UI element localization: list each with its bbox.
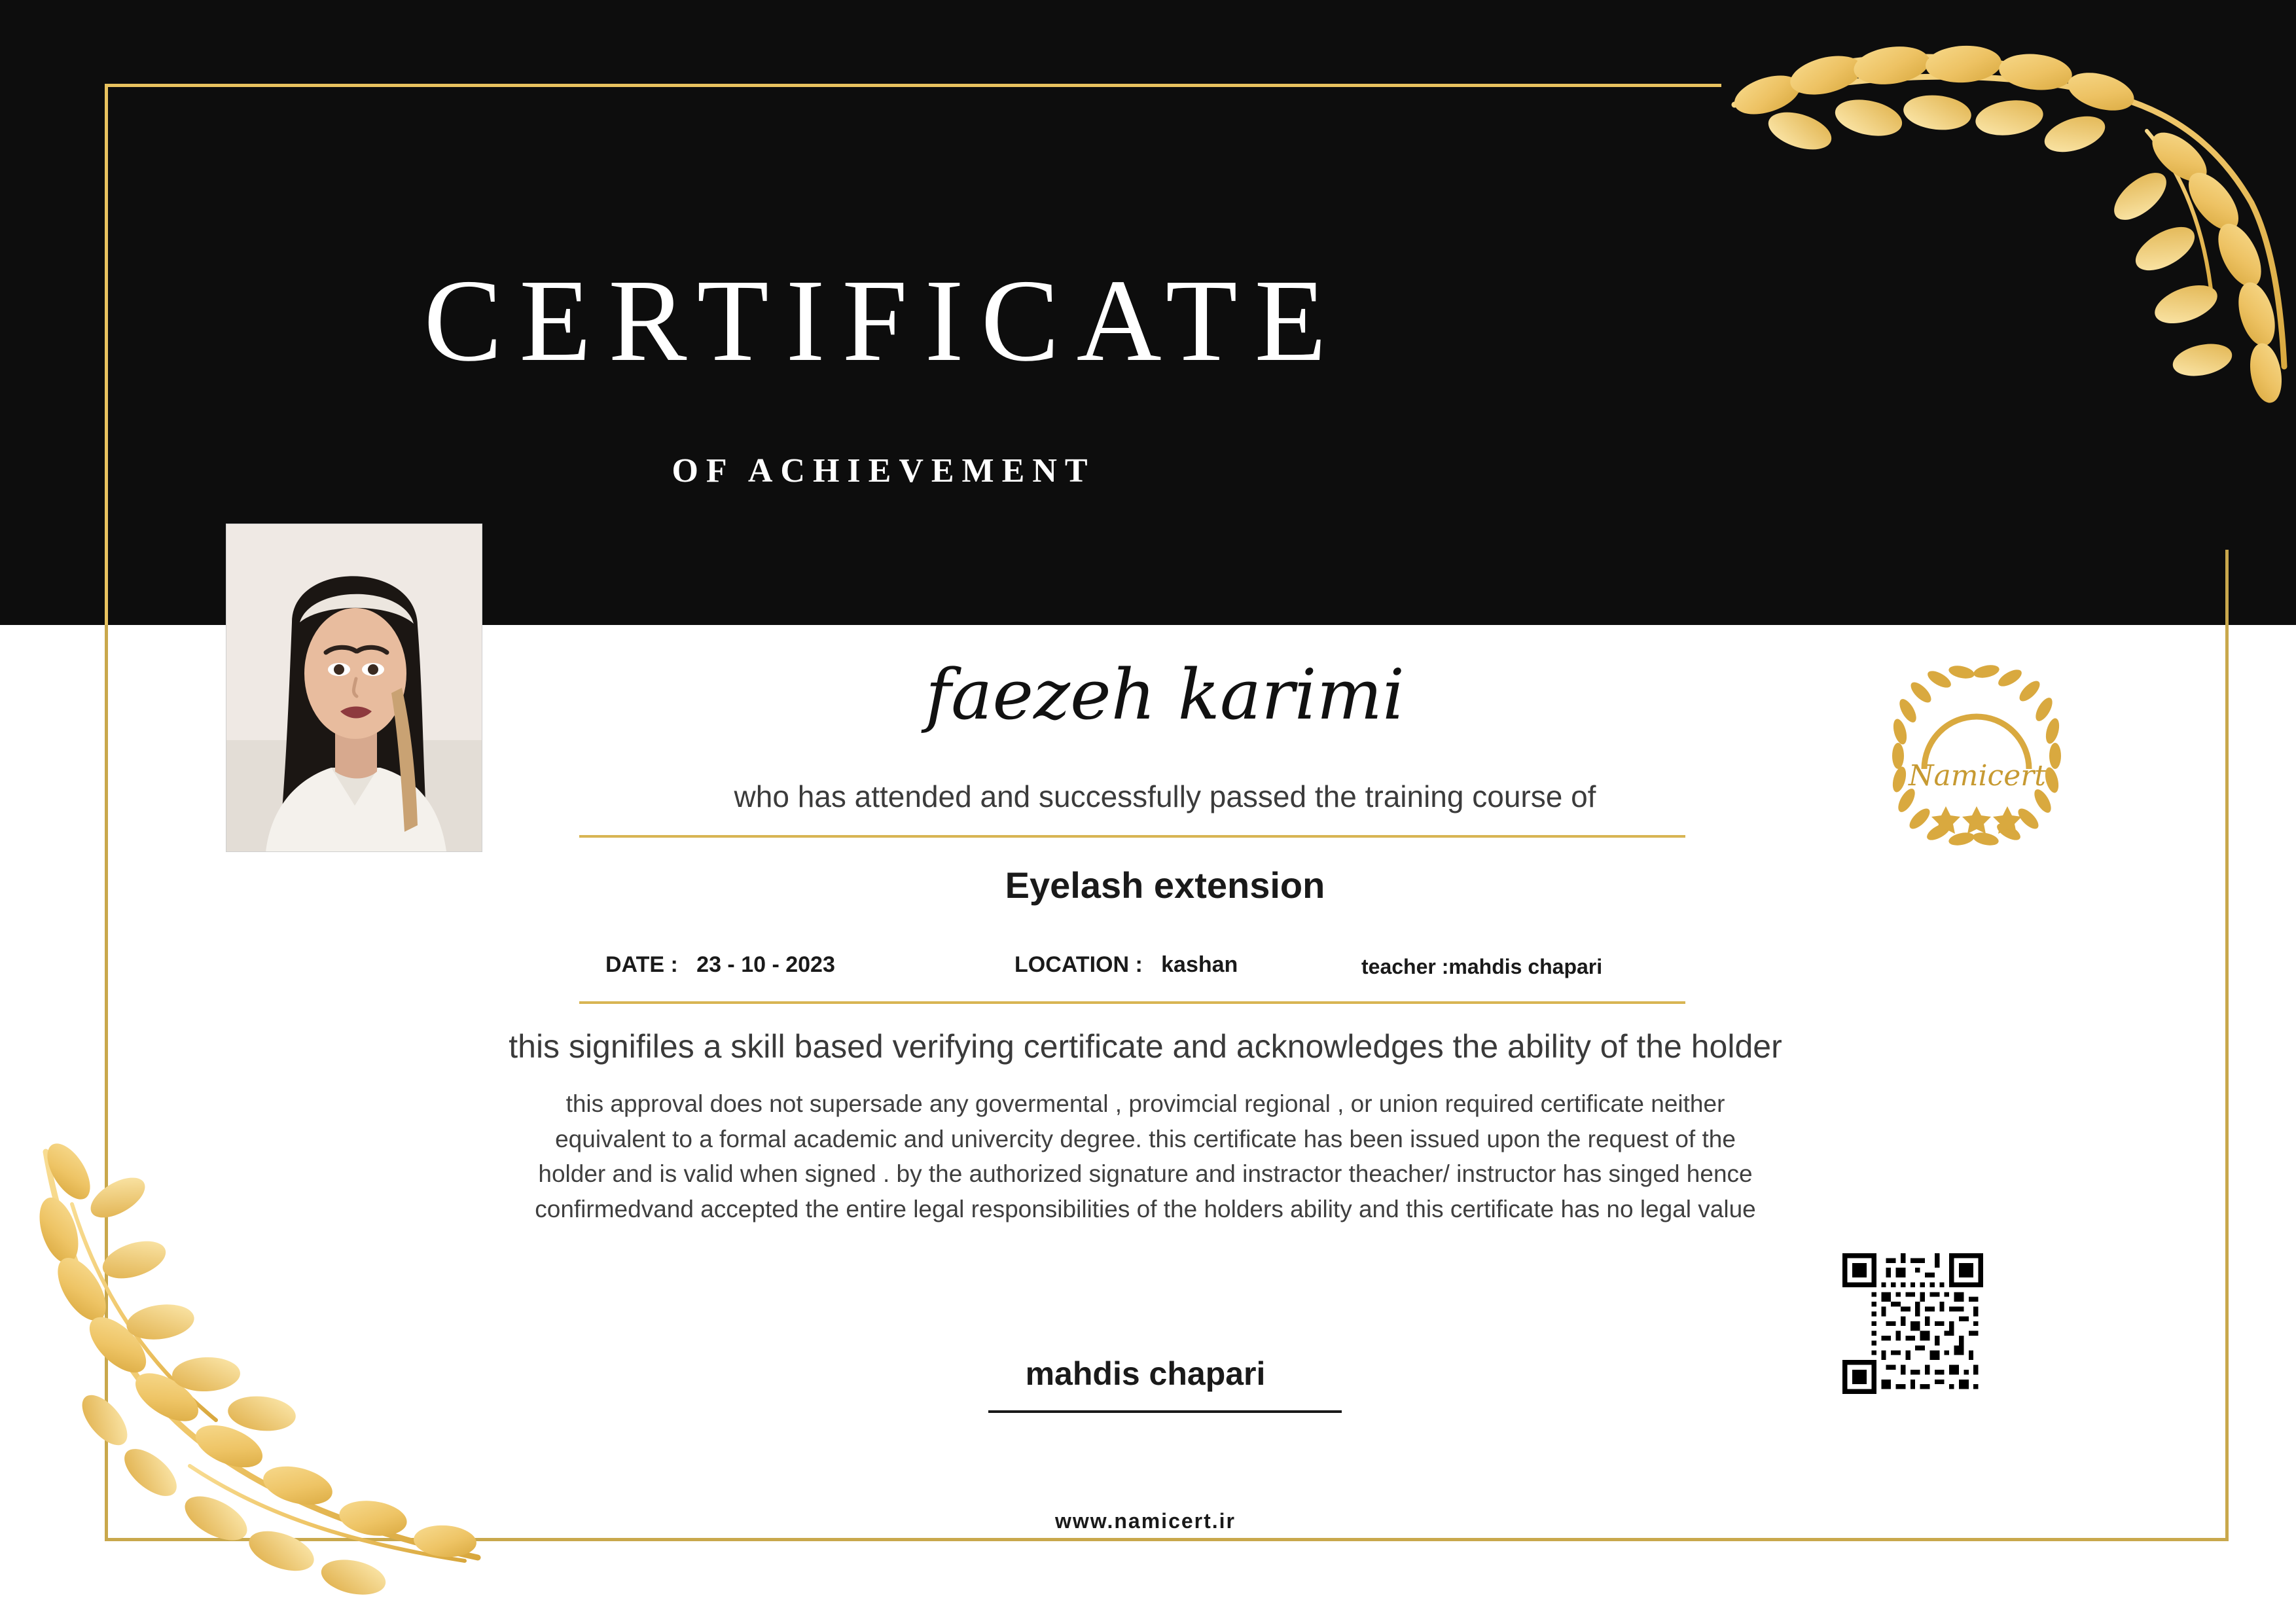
leaf-ornament-bottom-left-icon <box>20 1126 609 1610</box>
legal-text: this approval does not supersade any govermental , provimcial regional , or union required certificate neither equivalent to a formal academic and univercity degree. this certificate has been issued upon the request of the holder and is valid when signed . by the authorized signature and instractor theacher/ instructor has singed hence confirmedvand accepted the entire legal responsibilities of the holders ability and this certificate has no legal value <box>535 1090 1756 1222</box>
date-value: 23 - 10 - 2023 <box>696 952 835 977</box>
namicert-seal-icon <box>1862 654 2098 857</box>
leaf-ornament-top-right-icon <box>1728 26 2291 484</box>
attended-line: who has attended and successfully passed the training course of <box>734 779 1596 813</box>
recipient-photo <box>226 524 482 852</box>
location-field <box>1014 952 1238 978</box>
page-title: CERTIFICATE <box>423 255 1344 385</box>
location-value: kashan <box>1161 952 1238 977</box>
seal-text: Namicert <box>1909 759 2046 793</box>
qr-code[interactable] <box>1842 1253 1983 1394</box>
signature-line <box>988 1410 1342 1413</box>
signature-name: mahdis chapari <box>1025 1355 1266 1392</box>
date-field <box>605 952 835 978</box>
location-label: LOCATION : <box>1014 952 1143 977</box>
page-subtitle: OF ACHIEVEMENT <box>672 452 1096 490</box>
teacher-field <box>1361 955 1602 979</box>
divider-rule-bottom <box>579 1001 1685 1004</box>
frame-line-right <box>2225 550 2229 1541</box>
footer-url[interactable]: www.namicert.ir <box>818 1505 1473 1537</box>
frame-line-top <box>105 84 1721 87</box>
divider-rule-top <box>579 835 1685 838</box>
recipient-name: faezeh karimi <box>925 654 1405 735</box>
teacher-label: teacher : <box>1361 955 1449 978</box>
course-name: Eyelash extension <box>1005 865 1325 906</box>
meta-row <box>576 952 1689 985</box>
signifies-line: this signifiles a skill based verifying certificate and acknowledges the ability of the holder <box>509 1028 1782 1065</box>
teacher-value: mahdis chapari <box>1448 955 1603 978</box>
date-label: DATE : <box>605 952 678 977</box>
